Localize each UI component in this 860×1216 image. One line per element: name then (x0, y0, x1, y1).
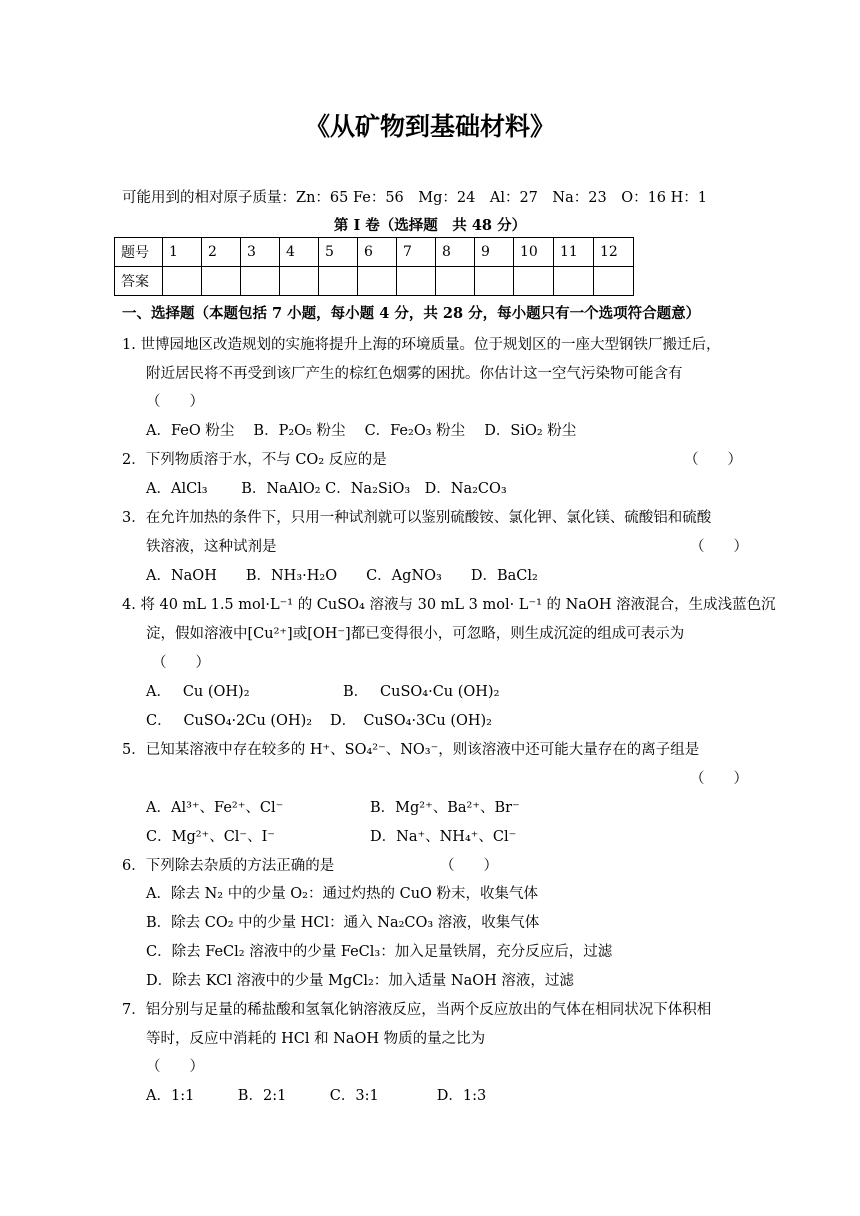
table-cell-number: 4 (280, 238, 319, 267)
q4-answer-paren: （ ） (152, 655, 210, 671)
q4-option-d: D． CuSO₄·3Cu (OH)₂ (330, 713, 492, 729)
q6-stem: 6．下列除去杂质的方法正确的是 (122, 858, 335, 874)
table-header-answer: 答案 (115, 267, 163, 296)
table-cell-number: 1 (163, 238, 202, 267)
q4-option-c: C． CuSO₄·2Cu (OH)₂ (146, 713, 313, 729)
table-cell-number: 3 (241, 238, 280, 267)
table-cell-number: 7 (397, 238, 436, 267)
q2-stem: 2．下列物质溶于水，不与 CO₂ 反应的是 (122, 452, 387, 468)
q3-stem-line1: 3．在允许加热的条件下，只用一种试剂就可以鉴别硫酸铵、氯化钾、氯化镁、硫酸铝和硫酸 (122, 510, 712, 526)
q4-option-b: B． CuSO₄·Cu (OH)₂ (343, 684, 500, 700)
answer-table-answer-row (115, 267, 634, 296)
answer-cell[interactable] (358, 267, 397, 296)
q3-stem-line2: 铁溶液，这种试剂是 (146, 539, 277, 555)
q4-stem-line1: 4. 将 40 mL 1.5 mol·L⁻¹ 的 CuSO₄ 溶液与 30 mL 3 mol· L⁻¹ 的 NaOH 溶液混合，生成浅蓝色沉 (122, 597, 776, 613)
table-cell-number: 2 (202, 238, 241, 267)
answer-cell[interactable] (397, 267, 436, 296)
q2-answer-paren: （ ） (684, 452, 742, 468)
part1-heading: 一、选择题（本题包括 7 小题，每小题 4 分，共 28 分，每小题只有一个选项符合题意） (122, 305, 701, 322)
answer-cell[interactable] (280, 267, 319, 296)
q1-stem-line2: 附近居民将不再受到该厂产生的棕红色烟雾的困扰。你估计这一空气污染物可能含有 (146, 366, 683, 382)
answer-cell[interactable] (163, 267, 202, 296)
q7-options: A．1:1 B．2:1 C．3:1 D．1:3 (146, 1088, 487, 1104)
atomic-mass-line: 可能用到的相对原子质量：Zn：65 Fe：56 Mg：24 Al：27 Na：23 O：16 H：1 (122, 190, 708, 206)
table-cell-number: 11 (554, 238, 594, 267)
answer-cell[interactable] (241, 267, 280, 296)
q6-option-a: A．除去 N₂ 中的少量 O₂：通过灼热的 CuO 粉末，收集气体 (146, 886, 539, 902)
table-cell-number: 8 (436, 238, 475, 267)
q3-answer-paren: （ ） (690, 539, 748, 555)
q5-option-b: B．Mg²⁺、Ba²⁺、Br⁻ (370, 800, 520, 816)
q2-options: A．AlCl₃ B．NaAlO₂ C．Na₂SiO₃ D．Na₂CO₃ (146, 481, 507, 497)
q6-option-b: B．除去 CO₂ 中的少量 HCl：通入 Na₂CO₃ 溶液，收集气体 (146, 915, 540, 931)
q4-stem-line2: 淀，假如溶液中[Cu²⁺]或[OH⁻]都已变得很小，可忽略，则生成沉淀的组成可表示为 (146, 626, 685, 642)
table-cell-number: 5 (319, 238, 358, 267)
answer-cell[interactable] (319, 267, 358, 296)
answer-table (114, 237, 634, 296)
q5-option-c: C．Mg²⁺、Cl⁻、I⁻ (146, 829, 275, 845)
q7-stem-line1: 7．铝分别与足量的稀盐酸和氢氧化钠溶液反应，当两个反应放出的气体在相同状况下体积相 (122, 1002, 712, 1018)
q1-answer-paren: （ ） (146, 394, 204, 410)
q6-option-c: C．除去 FeCl₂ 溶液中的少量 FeCl₃：加入足量铁屑，充分反应后，过滤 (146, 944, 613, 960)
answer-cell[interactable] (202, 267, 241, 296)
answer-cell[interactable] (475, 267, 514, 296)
q6-option-d: D．除去 KCl 溶液中的少量 MgCl₂：加入适量 NaOH 溶液，过滤 (146, 973, 574, 989)
q1-stem-line1: 1. 世博园地区改造规划的实施将提升上海的环境质量。位于规划区的一座大型钢铁厂搬迁后， (122, 337, 721, 353)
q7-stem-line2: 等时，反应中消耗的 HCl 和 NaOH 物质的量之比为 (146, 1031, 486, 1047)
q5-option-a: A．Al³⁺、Fe²⁺、Cl⁻ (146, 800, 284, 816)
table-cell-number: 9 (475, 238, 514, 267)
q6-answer-paren: （ ） (440, 858, 498, 874)
answer-cell[interactable] (594, 267, 634, 296)
answer-cell[interactable] (436, 267, 475, 296)
q1-options: A．FeO 粉尘 B．P₂O₅ 粉尘 C．Fe₂O₃ 粉尘 D．SiO₂ 粉尘 (146, 423, 577, 439)
q5-answer-paren: （ ） (690, 771, 748, 787)
table-header-number: 题号 (115, 238, 163, 267)
table-cell-number: 6 (358, 238, 397, 267)
q5-stem: 5．已知某溶液中存在较多的 H⁺、SO₄²⁻、NO₃⁻，则该溶液中还可能大量存在的离子组是 (122, 742, 700, 758)
page-title: 《从矿物到基础材料》 (304, 112, 555, 141)
answer-cell[interactable] (514, 267, 554, 296)
answer-cell[interactable] (554, 267, 594, 296)
table-cell-number: 10 (514, 238, 554, 267)
q4-option-a: A． Cu (OH)₂ (146, 684, 250, 700)
q5-option-d: D．Na⁺、NH₄⁺、Cl⁻ (370, 829, 517, 845)
q3-options: A．NaOH B．NH₃·H₂O C．AgNO₃ D．BaCl₂ (146, 568, 538, 584)
answer-table-number-row (115, 238, 634, 267)
section-heading: 第 I 卷（选择题 共 48 分） (333, 217, 527, 234)
table-cell-number: 12 (594, 238, 634, 267)
q7-answer-paren: （ ） (146, 1059, 204, 1075)
